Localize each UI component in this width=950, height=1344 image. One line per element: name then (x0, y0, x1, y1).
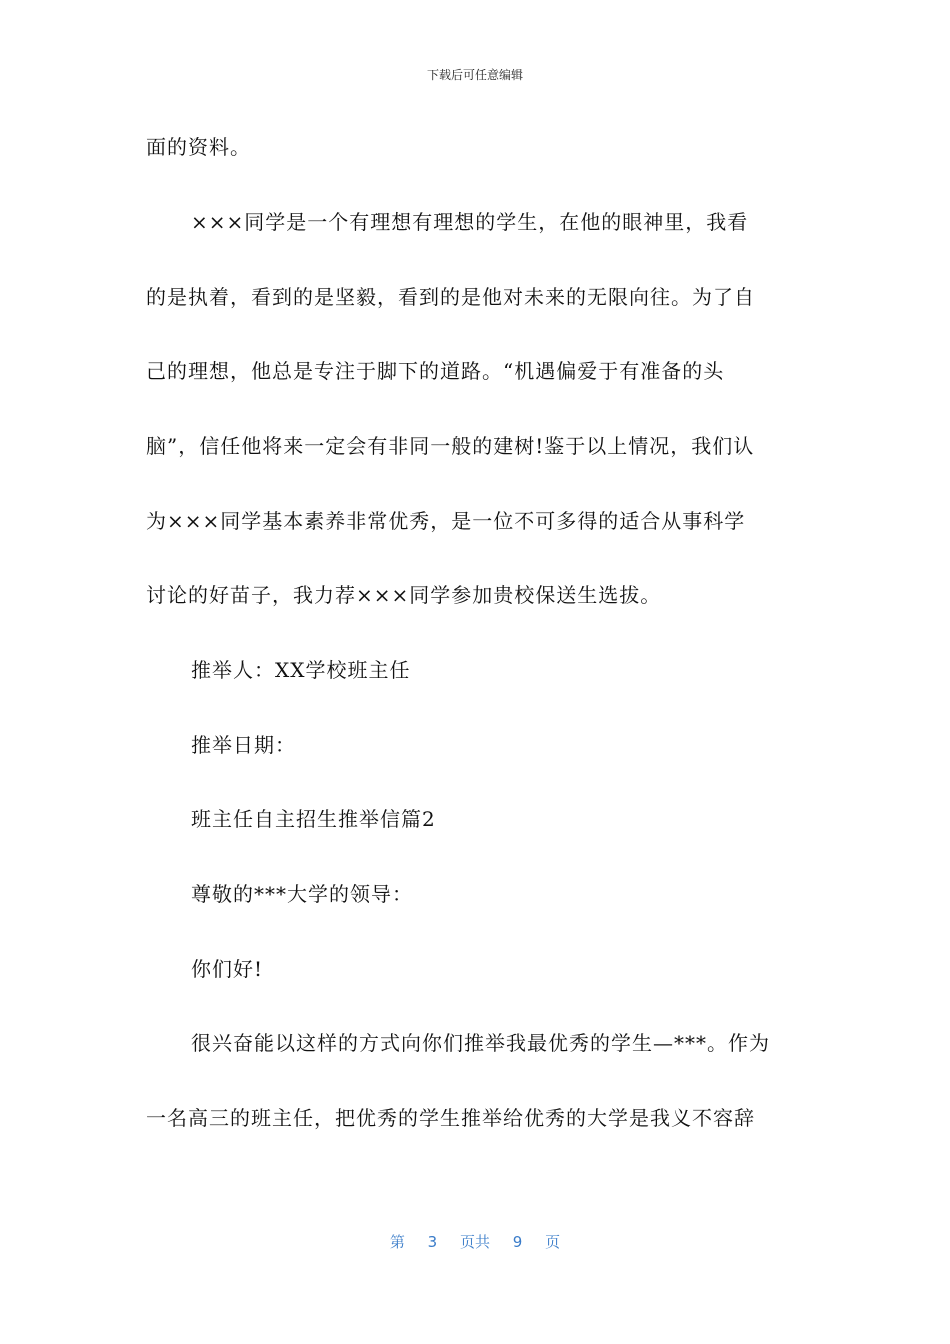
page-footer (0, 1231, 950, 1252)
footer-prefix: 第 (389, 1233, 405, 1251)
greeting-line: 你们好! (191, 957, 264, 981)
paragraph-line: 一名高三的班主任，把优秀的学生推举给优秀的大学是我义不容辞 (146, 1106, 755, 1130)
footer-total-pages: 9 (512, 1233, 523, 1251)
salutation-line: 尊敬的***大学的领导： (191, 882, 413, 906)
section-title: 班主任自主招生推举信篇2 (191, 807, 436, 831)
paragraph-line: 的是执着，看到的是坚毅，看到的是他对未来的无限向往。为了自 (146, 285, 755, 309)
footer-current-page: 3 (427, 1233, 438, 1251)
paragraph-line: 讨论的好苗子，我力荐×××同学参加贵校保送生选拔。 (146, 583, 662, 607)
paragraph-line: 面的资料。 (146, 135, 251, 159)
paragraph-line: 己的理想，他总是专注于脚下的道路。“机遇偏爱于有准备的头 (146, 359, 725, 383)
date-line: 推举日期： (191, 733, 296, 757)
page-header: 下载后可任意编辑 (426, 68, 523, 82)
paragraph-line: 为×××同学基本素养非常优秀，是一位不可多得的适合从事科学 (146, 509, 746, 533)
paragraph-line: 脑”，信任他将来一定会有非同一般的建树!鉴于以上情况，我们认 (146, 434, 755, 458)
footer-suffix: 页 (545, 1233, 561, 1251)
paragraph-line: ×××同学是一个有理想有理想的学生，在他的眼神里，我看 (191, 210, 749, 234)
footer-middle: 页共 (459, 1233, 490, 1251)
recommender-line: 推举人：XX学校班主任 (191, 658, 411, 682)
paragraph-line: 很兴奋能以这样的方式向你们推举我最优秀的学生—***。作为 (191, 1031, 770, 1055)
